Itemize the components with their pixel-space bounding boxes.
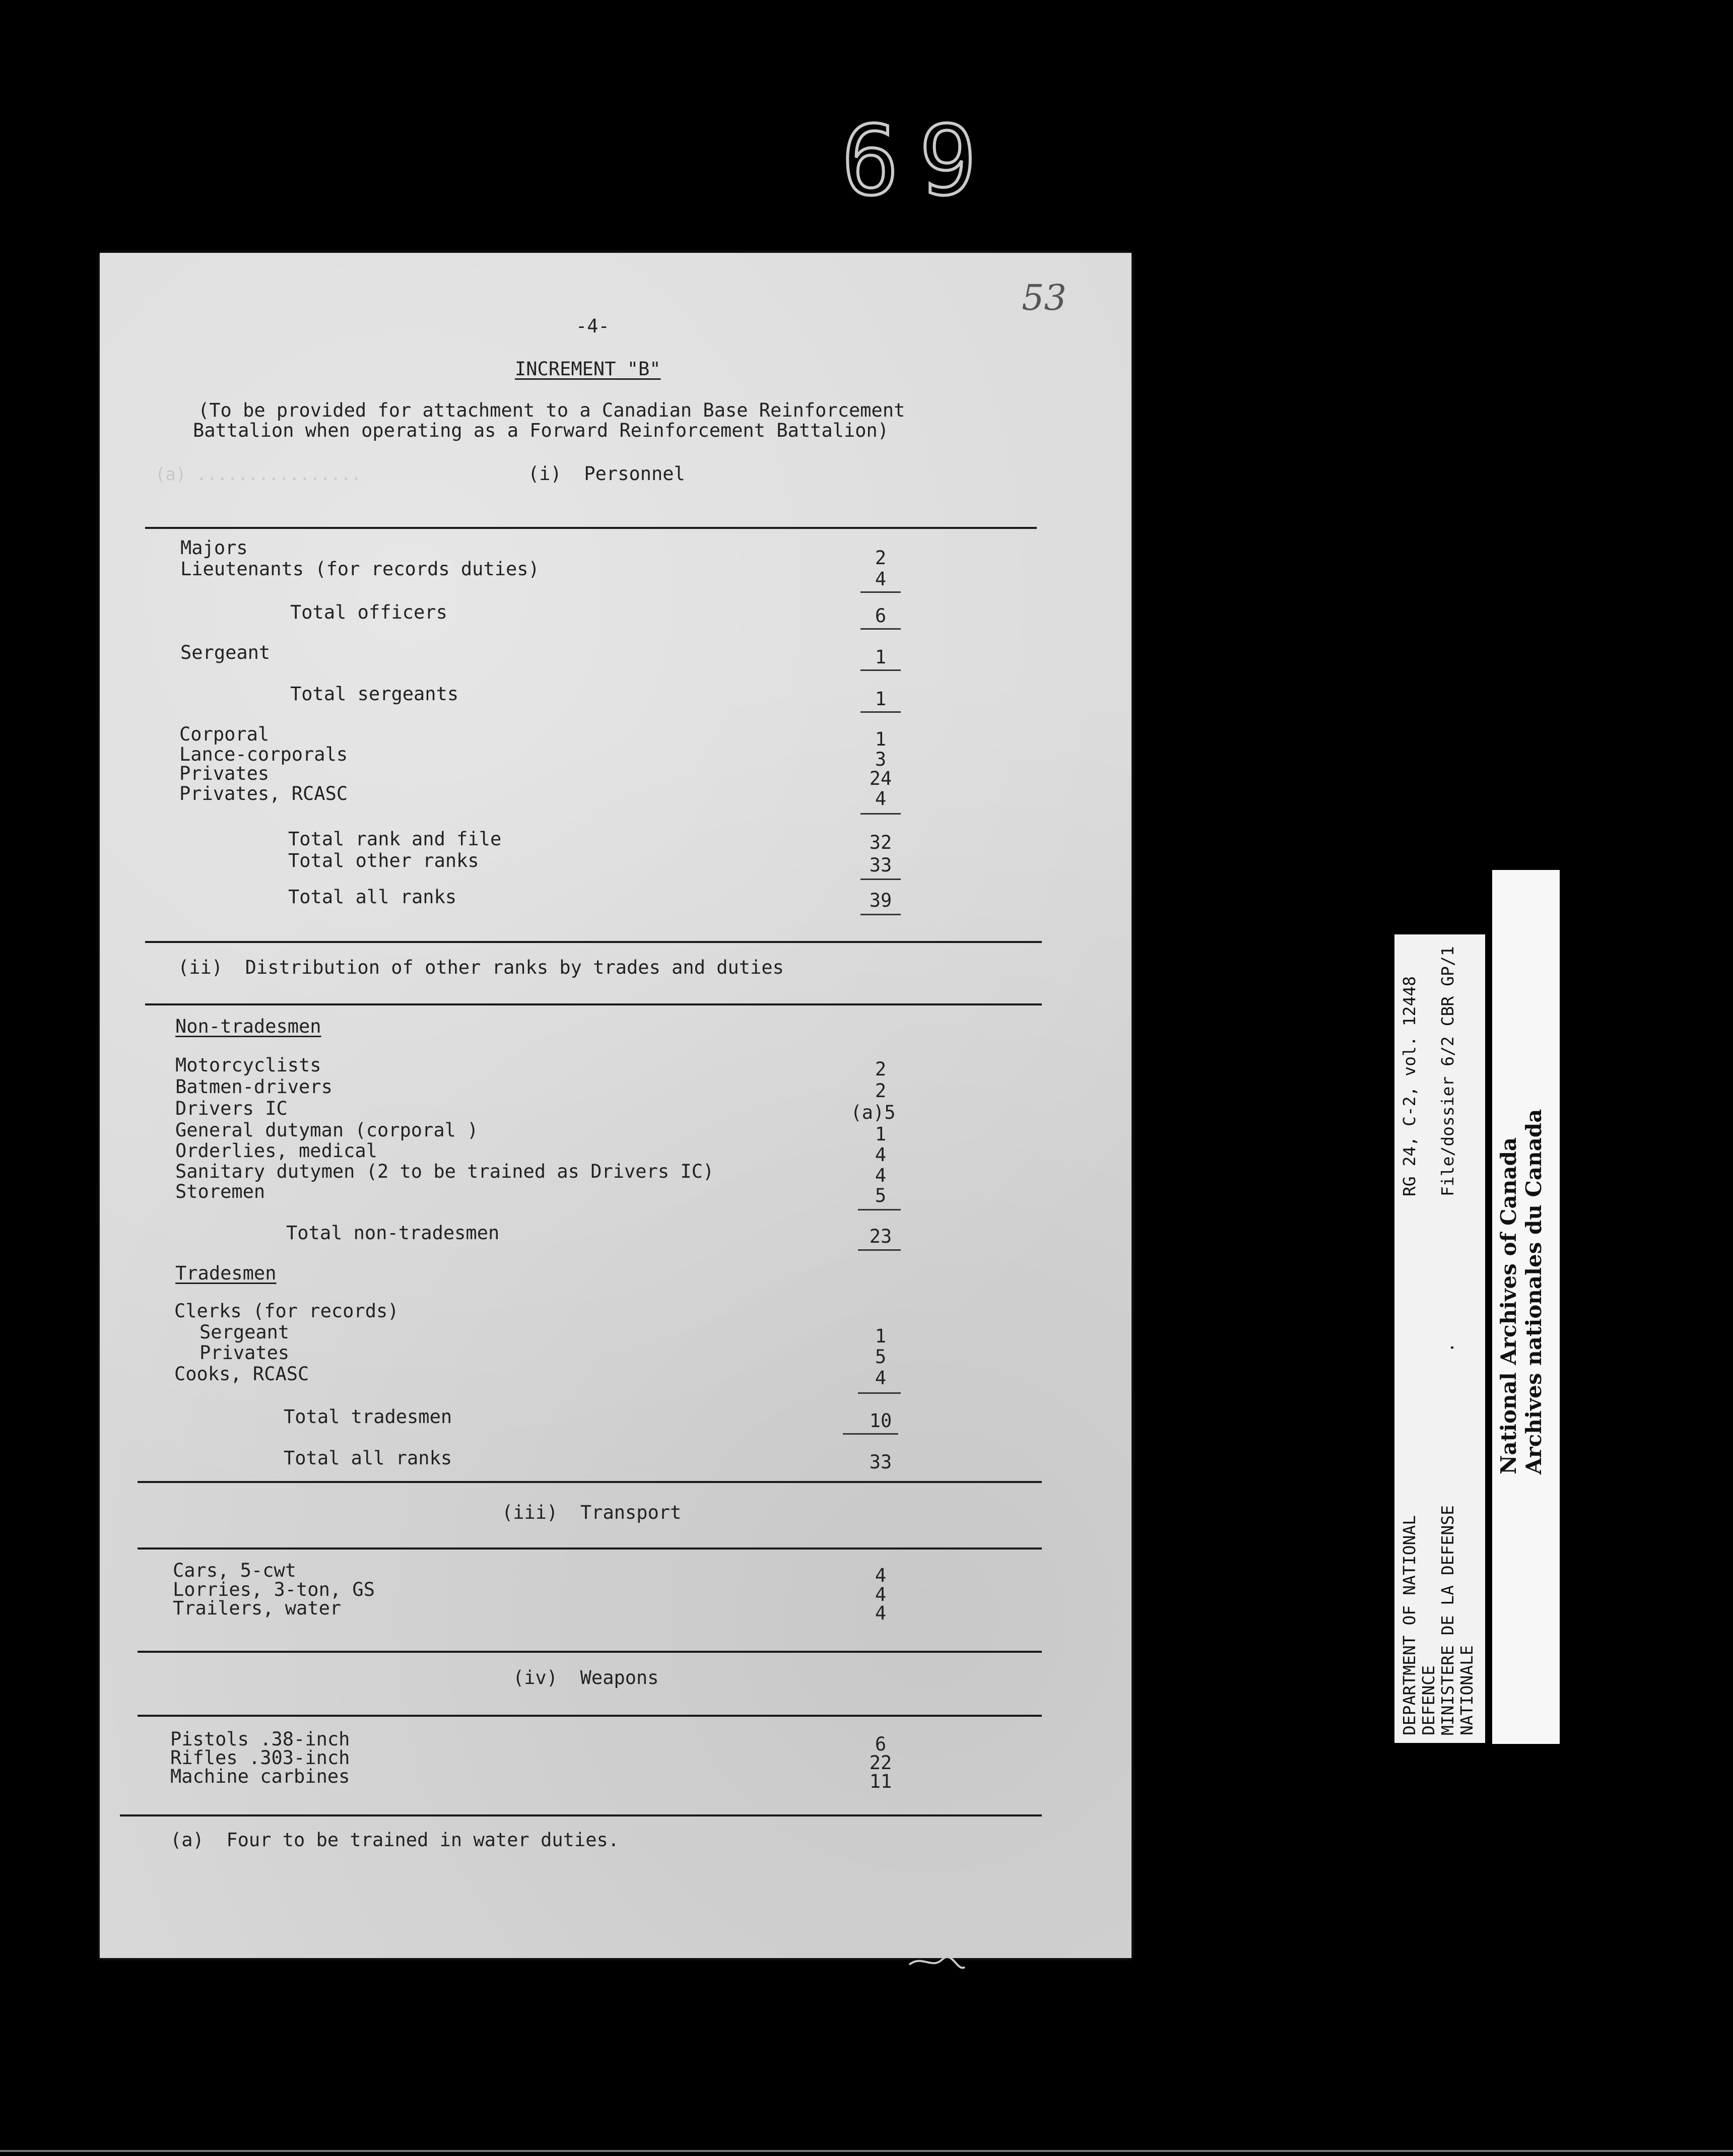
tradesmen-value: 5 xyxy=(875,1346,887,1368)
label-dot: . xyxy=(1438,1342,1457,1353)
subtotal-rule xyxy=(858,1392,901,1394)
tradesmen-label: Cooks, RCASC xyxy=(174,1363,309,1385)
personnel-label: Privates xyxy=(179,763,270,784)
tradesmen-label: Clerks (for records) xyxy=(174,1300,399,1322)
personnel-value: 39 xyxy=(869,890,892,911)
section-heading-weapons: (iv) Weapons xyxy=(513,1667,659,1689)
personnel-value: 4 xyxy=(875,568,887,590)
subtotal-rule xyxy=(843,1433,898,1435)
transport-label: Cars, 5-cwt xyxy=(173,1560,297,1581)
document-title: INCREMENT "B" xyxy=(515,358,661,380)
bleed-through-text: (a) ................ xyxy=(155,464,362,485)
personnel-label: Lance-corporals xyxy=(179,744,348,765)
rule xyxy=(145,941,1042,943)
non-tradesmen-value: 4 xyxy=(875,1144,887,1166)
weapons-value: 11 xyxy=(869,1771,892,1792)
subtotal-rule xyxy=(860,628,901,630)
personnel-total-label: Total other ranks xyxy=(288,850,479,871)
personnel-label: Corporal xyxy=(179,723,270,745)
section-heading-transport: (iii) Transport xyxy=(502,1502,682,1523)
transport-value: 4 xyxy=(875,1602,887,1624)
transport-value: 4 xyxy=(875,1565,887,1586)
page-number: -4- xyxy=(576,315,610,337)
personnel-label: Lieutenants (for records duties) xyxy=(180,558,540,580)
tradesmen-label: Privates xyxy=(199,1342,290,1364)
tradesmen-value: 4 xyxy=(875,1367,887,1389)
tradesmen-label: Sergeant xyxy=(199,1321,290,1343)
transport-value: 4 xyxy=(875,1584,887,1605)
transport-label: Trailers, water xyxy=(173,1597,342,1619)
label-reference-file: File/dossier 6/2 CBR GP/1 xyxy=(1438,946,1457,1196)
personnel-value: 2 xyxy=(875,547,887,569)
non-tradesmen-total-value: 23 xyxy=(869,1226,892,1247)
personnel-value: 1 xyxy=(875,688,887,710)
personnel-label: Majors xyxy=(180,537,248,559)
subtotal-rule xyxy=(860,591,901,593)
personnel-value: 3 xyxy=(875,749,887,770)
non-tradesmen-value: (a)5 xyxy=(850,1102,896,1123)
non-tradesmen-label: Drivers IC xyxy=(175,1098,288,1119)
subtotal-rule xyxy=(860,669,901,671)
rule xyxy=(138,1651,1042,1653)
frame-number: 69 xyxy=(841,105,997,217)
personnel-total-label: Total sergeants xyxy=(290,683,459,705)
weapons-label: Rifles .303-inch xyxy=(170,1747,350,1769)
weapons-label: Machine carbines xyxy=(170,1766,350,1787)
transport-label: Lorries, 3-ton, GS xyxy=(173,1579,375,1600)
subheading-non-tradesmen: Non-tradesmen xyxy=(175,1016,321,1037)
label-department-line2: DEFENCE xyxy=(1419,1665,1438,1735)
film-edge-line xyxy=(0,2150,1733,2152)
label-department-line1: DEPARTMENT OF NATIONAL xyxy=(1399,1515,1419,1735)
rule xyxy=(145,1003,1042,1005)
subheading-tradesmen: Tradesmen xyxy=(175,1262,277,1284)
subtitle-line-1: (To be provided for attachment to a Canadian Base Reinforcement xyxy=(198,399,905,421)
document-page xyxy=(100,253,1131,1958)
section-heading-distribution: (ii) Distribution of other ranks by trades and duties xyxy=(178,957,784,978)
personnel-value: 24 xyxy=(869,768,892,789)
personnel-total-label: Total all ranks xyxy=(288,886,457,908)
non-tradesmen-label: Sanitary dutymen (2 to be trained as Drivers IC) xyxy=(175,1161,714,1182)
archive-stamp-french: Archives nationales du Canada xyxy=(1521,1109,1546,1474)
non-tradesmen-total-label: Total non-tradesmen xyxy=(286,1222,500,1244)
non-tradesmen-label: Batmen-drivers xyxy=(175,1076,332,1098)
archive-stamp-english: National Archives of Canada xyxy=(1496,1137,1521,1474)
personnel-value: 6 xyxy=(875,605,887,627)
subtotal-rule xyxy=(860,813,901,815)
tradesmen-total-value: 10 xyxy=(869,1410,892,1432)
film-scratch-mark xyxy=(907,1949,967,1980)
subtotal-rule xyxy=(860,914,901,915)
section-heading-personnel: (i) Personnel xyxy=(528,463,685,485)
tradesmen-value: 1 xyxy=(875,1325,887,1347)
tradesmen-total-label: Total tradesmen xyxy=(284,1406,452,1428)
non-tradesmen-value: 2 xyxy=(875,1080,887,1102)
subtotal-rule xyxy=(858,1249,901,1251)
non-tradesmen-value: 2 xyxy=(875,1058,887,1080)
non-tradesmen-label: Storemen xyxy=(175,1181,265,1202)
personnel-label: Privates, RCASC xyxy=(179,783,348,804)
personnel-value: 1 xyxy=(875,646,887,668)
non-tradesmen-label: Motorcyclists xyxy=(175,1054,321,1076)
subtotal-rule xyxy=(858,1209,901,1210)
archive-reference-label xyxy=(1394,934,1485,1743)
personnel-value: 1 xyxy=(875,728,887,750)
rule xyxy=(145,527,1037,529)
distribution-total-label: Total all ranks xyxy=(284,1447,452,1469)
non-tradesmen-label: Orderlies, medical xyxy=(175,1140,377,1162)
label-reference-volume: RG 24, C-2, vol. 12448 xyxy=(1399,976,1419,1196)
rule xyxy=(138,1715,1042,1717)
rule xyxy=(138,1547,1042,1549)
non-tradesmen-value: 4 xyxy=(875,1165,887,1186)
personnel-total-label: Total officers xyxy=(290,601,447,623)
archive-stamp xyxy=(1492,870,1560,1744)
weapons-value: 6 xyxy=(875,1733,887,1755)
personnel-label: Sergeant xyxy=(180,642,271,663)
non-tradesmen-value: 5 xyxy=(875,1185,887,1206)
personnel-value: 33 xyxy=(869,854,892,876)
footnote: (a) Four to be trained in water duties. xyxy=(170,1829,620,1851)
subtitle-line-2: Battalion when operating as a Forward Reinforcement Battalion) xyxy=(193,420,889,441)
personnel-total-label: Total rank and file xyxy=(288,828,502,850)
personnel-value: 32 xyxy=(869,832,892,853)
non-tradesmen-value: 1 xyxy=(875,1123,887,1145)
non-tradesmen-label: General dutyman (corporal ) xyxy=(175,1119,479,1141)
handwritten-folio-number: 53 xyxy=(1022,277,1067,318)
subtotal-rule xyxy=(860,879,901,880)
distribution-total-value: 33 xyxy=(869,1451,892,1473)
label-department-line3: MINISTERE DE LA DEFENSE xyxy=(1438,1505,1457,1735)
label-department-line4: NATIONALE xyxy=(1457,1645,1477,1735)
weapons-value: 22 xyxy=(869,1752,892,1774)
weapons-label: Pistols .38-inch xyxy=(170,1728,350,1750)
rule xyxy=(138,1481,1042,1483)
personnel-value: 4 xyxy=(875,788,887,810)
rule xyxy=(120,1814,1042,1816)
subtotal-rule xyxy=(860,711,901,713)
